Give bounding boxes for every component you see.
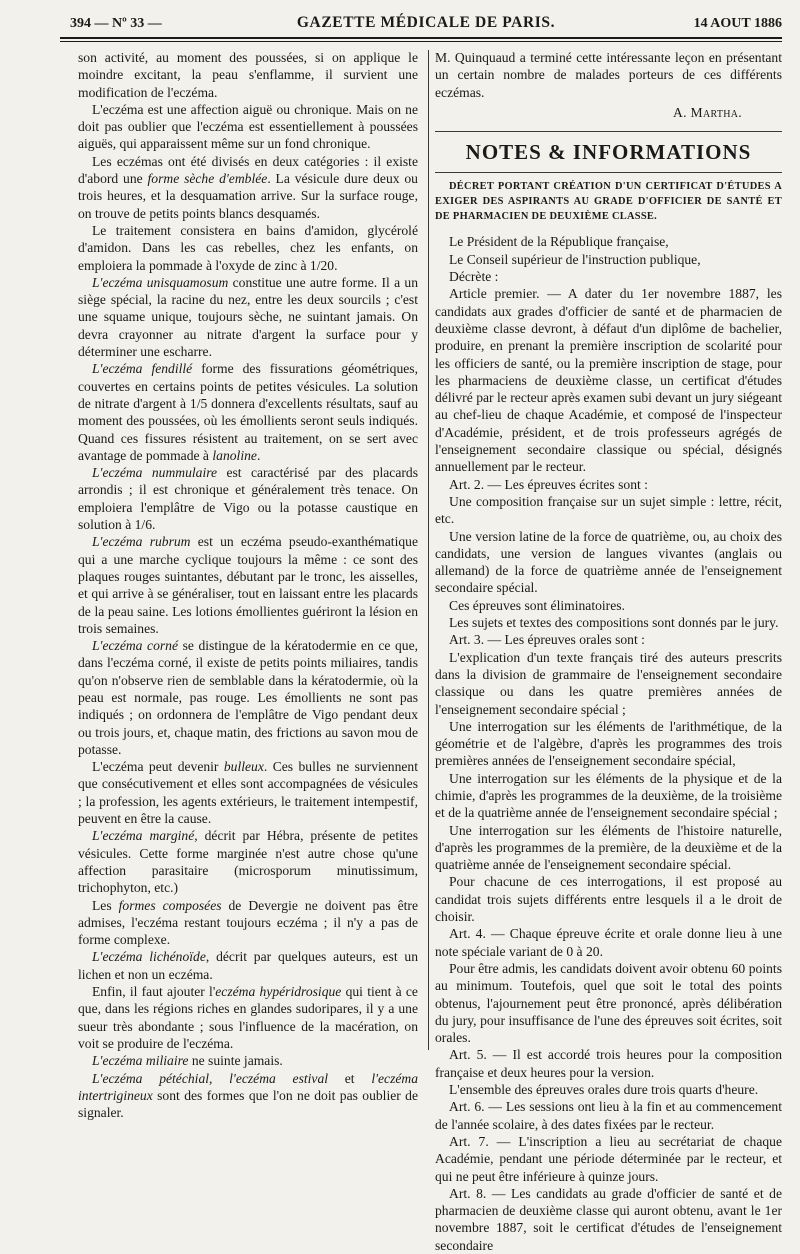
article-paragraph: Les sujets et textes des compositions sont donnés par le jury. [449, 615, 779, 631]
page-header [70, 12, 782, 38]
decree-heading: DÉCRET PORTANT CRÉATION D'UN CERTIFICAT D'ÉTUDES A EXIGER DES ASPIRANTS AU GRADE D'OFFICIER DE SANTÉ ET DE PHARMACIEN DE DEUXIÈME CLASSE. [435, 181, 782, 223]
right-column [435, 49, 782, 1254]
left-column [78, 49, 418, 1121]
paragraph: Les eczémas ont été divisés en deux catégories : il existe d'abord une forme sèche d'emblée. La vésicule dure deux ou trois heures, et la desquamation arrive. Sur la surface rouge, on trouve de petits points blancs desquamés. [78, 153, 418, 221]
section-title: NOTES & INFORMATIONS [465, 140, 752, 165]
paragraph: Enfin, il faut ajouter l'eczéma hypéridrosique qui tient à ce que, dans les régions riches en glandes sudoripares, il y a une sueur très abondante ; sous l'influence de la macération, on voit se produire de l'eczéma. [78, 984, 418, 1051]
article-paragraph: Art. 6. — Les sessions ont lieu à la fin et au commencement de l'année scolaire, à des dates fixées par le recteur. [435, 1099, 782, 1132]
article-paragraph: Art. 5. — Il est accordé trois heures pour la composition française et deux heures pour la version. [435, 1047, 782, 1080]
section-title-rule [435, 172, 782, 173]
paragraph: L'eczéma pétéchial, l'eczéma estival et l'eczéma intertrigineux sont des formes que l'on ne doit pas oublier de signaler. [78, 1070, 419, 1121]
header-rule-thin [60, 41, 782, 42]
paragraph: son activité, au moment des poussées, si on applique le moindre excitant, la peau s'enflamme, il survient une modification de l'eczéma. [78, 50, 418, 100]
article-paragraph: L'explication d'un texte français tiré des auteurs prescrits dans la division de grammaire de l'enseignement secondaire classique ou dans les quatre premières années de l'enseignement secondaire spécial ; [435, 649, 782, 717]
article-paragraph: Article premier. — A dater du 1er novembre 1887, les candidats aux grades d'officier de santé et de pharmacien de deuxième classe devront, à défaut d'un diplôme de bachelier, produire, en prenant la première inscription de scolarité pour les officiers de santé, ou la première inscription de stage, pour les pharmaciens de deuxième classe, un certificat d'études délivré par le recteur après examen subi devant un jury siégeant au chef-lieu de chaque Académie, et composé de l'inspecteur d'Académie, président, et de trois professeurs agrégés de l'enseignement secondaire classique ou spécial, désignés annuellement par le recteur. [435, 286, 782, 475]
article-paragraph: Une interrogation sur les éléments de la physique et de la chimie, d'après les programmes de la deuxième, de la troisième et de la quatrième année de l'enseignement secondaire spécial ; [435, 770, 782, 821]
paragraph: Le traitement consistera en bains d'amidon, glycérolé d'amidon. Dans les cas rebelles, chez les enfants, on emploiera la pommade à l'oxyde de zinc à 1/20. [78, 222, 418, 273]
decree-articles [435, 285, 782, 1254]
paragraph: L'eczéma corné se distingue de la kératodermie en ce que, dans l'eczéma corné, il existe de petits points miliaires, tandis qu'on n'observe rien de semblable dans la kératodermie, où la peau est normale, pas rouge. Les émollients ne sont pas indiqués ; on ordonnera de l'emplâtre de Vigo pendant deux ou trois jours, et, chaque matin, des frictions au savon mou de potasse. [78, 638, 418, 757]
decree-line: Le Président de la République française, [449, 234, 669, 250]
article-paragraph: Art. 7. — L'inscription a lieu au secrétariat de chaque Académie, pendant une période déterminée par le recteur, et qui ne peut être inférieure à quinze jours. [435, 1133, 782, 1184]
article-paragraph: Une composition française sur un sujet simple : lettre, récit, etc. [435, 493, 782, 527]
article-paragraph: Art. 3. — Les épreuves orales sont : [449, 632, 645, 648]
paragraph: L'eczéma miliaire ne suinte jamais. [92, 1053, 283, 1069]
article-paragraph: L'ensemble des épreuves orales dure trois quarts d'heure. [449, 1082, 759, 1098]
paragraph: L'eczéma nummulaire est caractérisé par des placards arrondis ; il est chronique et généralement très tenace. On emploiera l'emplâtre de Vigo ou la potasse caustique en solution à 1/6. [78, 465, 418, 533]
decree-line: Le Conseil supérieur de l'instruction publique, [449, 251, 701, 267]
article-paragraph: Pour chacune de ces interrogations, il est proposé au candidat trois sujets différents entre lesquels il a le droit de choisir. [435, 874, 782, 925]
paragraph: Les formes composées de Devergie ne doivent pas être admises, l'eczéma restant toujours eczéma ; il n'y a pas de forme complexe. [78, 897, 418, 948]
lesson-conclusion: M. Quinquaud a terminé cette intéressante leçon en présentant un certain nombre de malades porteurs de ces différents eczémas. [435, 50, 782, 100]
article-paragraph: Art. 4. — Chaque épreuve écrite et orale donne lieu à une note spéciale variant de 0 à 20. [435, 926, 782, 959]
paragraph: L'eczéma est une affection aiguë ou chronique. Mais on ne doit pas oublier que l'eczéma est essentiellement à poussées aiguës, qui apparaissent même sur un fond chronique. [78, 101, 418, 152]
article-paragraph: Pour être admis, les candidats doivent avoir obtenu 60 points au minimum. Toutefois, quel que soit le total des points obtenus, l'ajournement peut être prononcé, après délibération du jury, pour insuffisance de l'une des épreuves soit écrites, soit orales. [435, 960, 782, 1046]
decree-preamble [435, 233, 782, 285]
article-paragraph: Art. 8. — Les candidats au grade d'officier de santé et de pharmacien de deuxième classe qui auront obtenu, avant le 1er novembre 1887, soit le certificat d'études de l'enseignement secondaire [435, 1185, 782, 1253]
page-number: 394 — Nº 33 — [70, 16, 162, 31]
article-paragraph: Une interrogation sur les éléments de l'histoire naturelle, d'après les programmes de la première, de la deuxième et de la quatrième année de l'enseignement secondaire spécial. [435, 822, 782, 873]
article-paragraph: Art. 2. — Les épreuves écrites sont : [449, 476, 648, 492]
paragraph: L'eczéma fendillé forme des fissurations géométriques, couvertes en certains points de petites vésicules. La solution de nitrate d'argent à 1/5 donnera d'excellents résultats, sauf au moment des poussées, où les émollients seront seuls indiqués. Quand ces fissures résistent au traitement, on se sert avec avantage de pommade à lanoline. [78, 361, 419, 463]
article-paragraph: Une version latine de la force de quatrième, ou, au choix des candidats, une version de langues vivantes (anglais ou allemand) de la force de quatrième année de l'enseignement secondaire spécial. [435, 528, 782, 596]
paragraph: L'eczéma peut devenir bulleux. Ces bulles ne surviennent que consécutivement et elles sont accompagnées de vésicules ; la profession, les agents extérieurs, le traitement intempestif, peuvent en être la cause. [78, 759, 419, 827]
paragraph: L'eczéma rubrum est un eczéma pseudo-exanthématique qui a une marche cyclique toujours la même : ce sont des plaques rouges suintantes, débutant par le tronc, les aisselles, et qui arrive à se généraliser, tout en laissant entre les placards de la peau saine. Les lotions émollientes guériront la lésion en trois semaines. [78, 534, 418, 636]
header-rule [60, 37, 782, 39]
article-paragraph: Une interrogation sur les éléments de l'arithmétique, de la géométrie et de l'algèbre, d'après les programmes des trois premières années de l'enseignement secondaire spécial, [435, 718, 782, 769]
paragraph: L'eczéma unisquamosum constitue une autre forme. Il a un siège spécial, la racine du nez, entre les deux sourcils ; c'est une squame unique, toujours sèche, ne suintant jamais. On devra crayonner au nitrate d'argent la surface pour y déterminer une escharre. [78, 274, 418, 360]
author-signature: A. Martha. [673, 104, 742, 120]
section-rule [435, 131, 782, 132]
article-paragraph: Ces épreuves sont éliminatoires. [449, 597, 625, 613]
decree-line: Décrète : [449, 269, 499, 285]
paragraph: L'eczéma marginé, décrit par Hébra, présente de petites vésicules. Cette forme marginée n'est autre chose qu'une affection parasitaire (microsporum minutissimum, trichophyton, etc.) [78, 828, 418, 896]
column-divider [428, 50, 429, 1050]
publication-title: GAZETTE MÉDICALE DE PARIS. [296, 14, 556, 31]
paragraph: L'eczéma lichénoïde, décrit par quelques auteurs, est un lichen et non un eczéma. [78, 949, 418, 982]
issue-date: 14 AOUT 1886 [693, 16, 782, 31]
